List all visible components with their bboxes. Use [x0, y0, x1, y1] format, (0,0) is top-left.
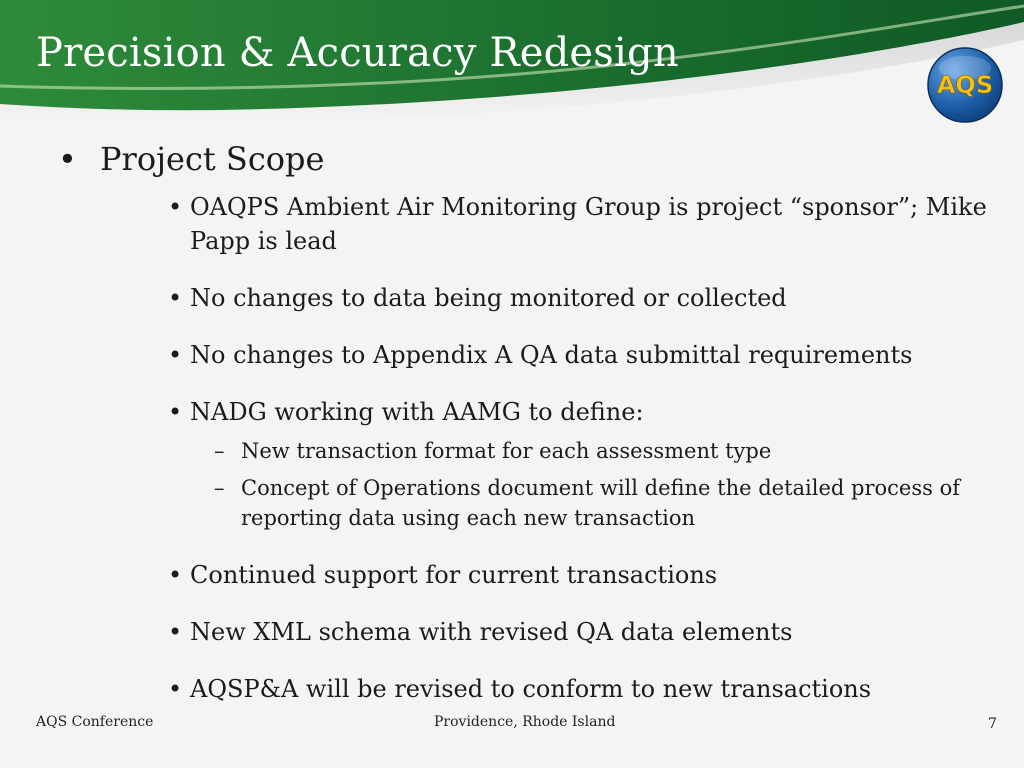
bullet-text: AQSP&A will be revised to conform to new transactions — [190, 675, 872, 703]
bullet-text: Continued support for current transactions — [190, 561, 718, 589]
bullet-aqspa — [168, 672, 988, 706]
bullet-icon: • — [168, 398, 183, 426]
aqs-logo — [926, 46, 1004, 124]
logo-text: AQS — [936, 71, 994, 99]
page-number: 7 — [988, 716, 997, 732]
bullet-icon: • — [168, 675, 183, 703]
bullet-icon: • — [168, 284, 183, 312]
bullet-no-appendix-changes — [168, 338, 988, 372]
dash-icon: – — [214, 476, 225, 500]
dash-icon: – — [214, 439, 225, 463]
bullet-nadg — [168, 395, 988, 429]
bullet-no-data-changes — [168, 281, 988, 315]
bullet-text: No changes to Appendix A QA data submittal requirements — [190, 341, 913, 369]
bullet-icon: • — [168, 618, 183, 646]
footer-center: Providence, Rhode Island — [434, 714, 616, 730]
footer-left: AQS Conference — [36, 714, 154, 730]
subbullet-conops — [214, 473, 994, 533]
bullet-icon: • — [168, 341, 183, 369]
bullet-icon: • — [58, 140, 77, 178]
subbullet-transaction-format — [214, 436, 994, 466]
bullet-text: NADG working with AAMG to define: — [190, 398, 644, 426]
bullet-text: No changes to data being monitored or collected — [190, 284, 787, 312]
bullet-text: New XML schema with revised QA data elements — [190, 618, 793, 646]
slide-title: Precision & Accuracy Redesign — [36, 30, 679, 76]
bullet-icon: • — [168, 561, 183, 589]
bullet-icon: • — [168, 193, 183, 221]
bullet-continued-support — [168, 558, 988, 592]
bullet-sponsor — [168, 190, 988, 258]
subbullet-text: Concept of Operations document will define the detailed process of reporting data using each new transaction — [241, 476, 960, 530]
bullet-xml-schema — [168, 615, 988, 649]
bullet-text: OAQPS Ambient Air Monitoring Group is project “sponsor”; Mike Papp is lead — [190, 193, 987, 255]
bullet-project-scope — [58, 140, 324, 178]
subbullet-text: New transaction format for each assessment type — [241, 439, 772, 463]
bullet-text: Project Scope — [100, 140, 325, 178]
